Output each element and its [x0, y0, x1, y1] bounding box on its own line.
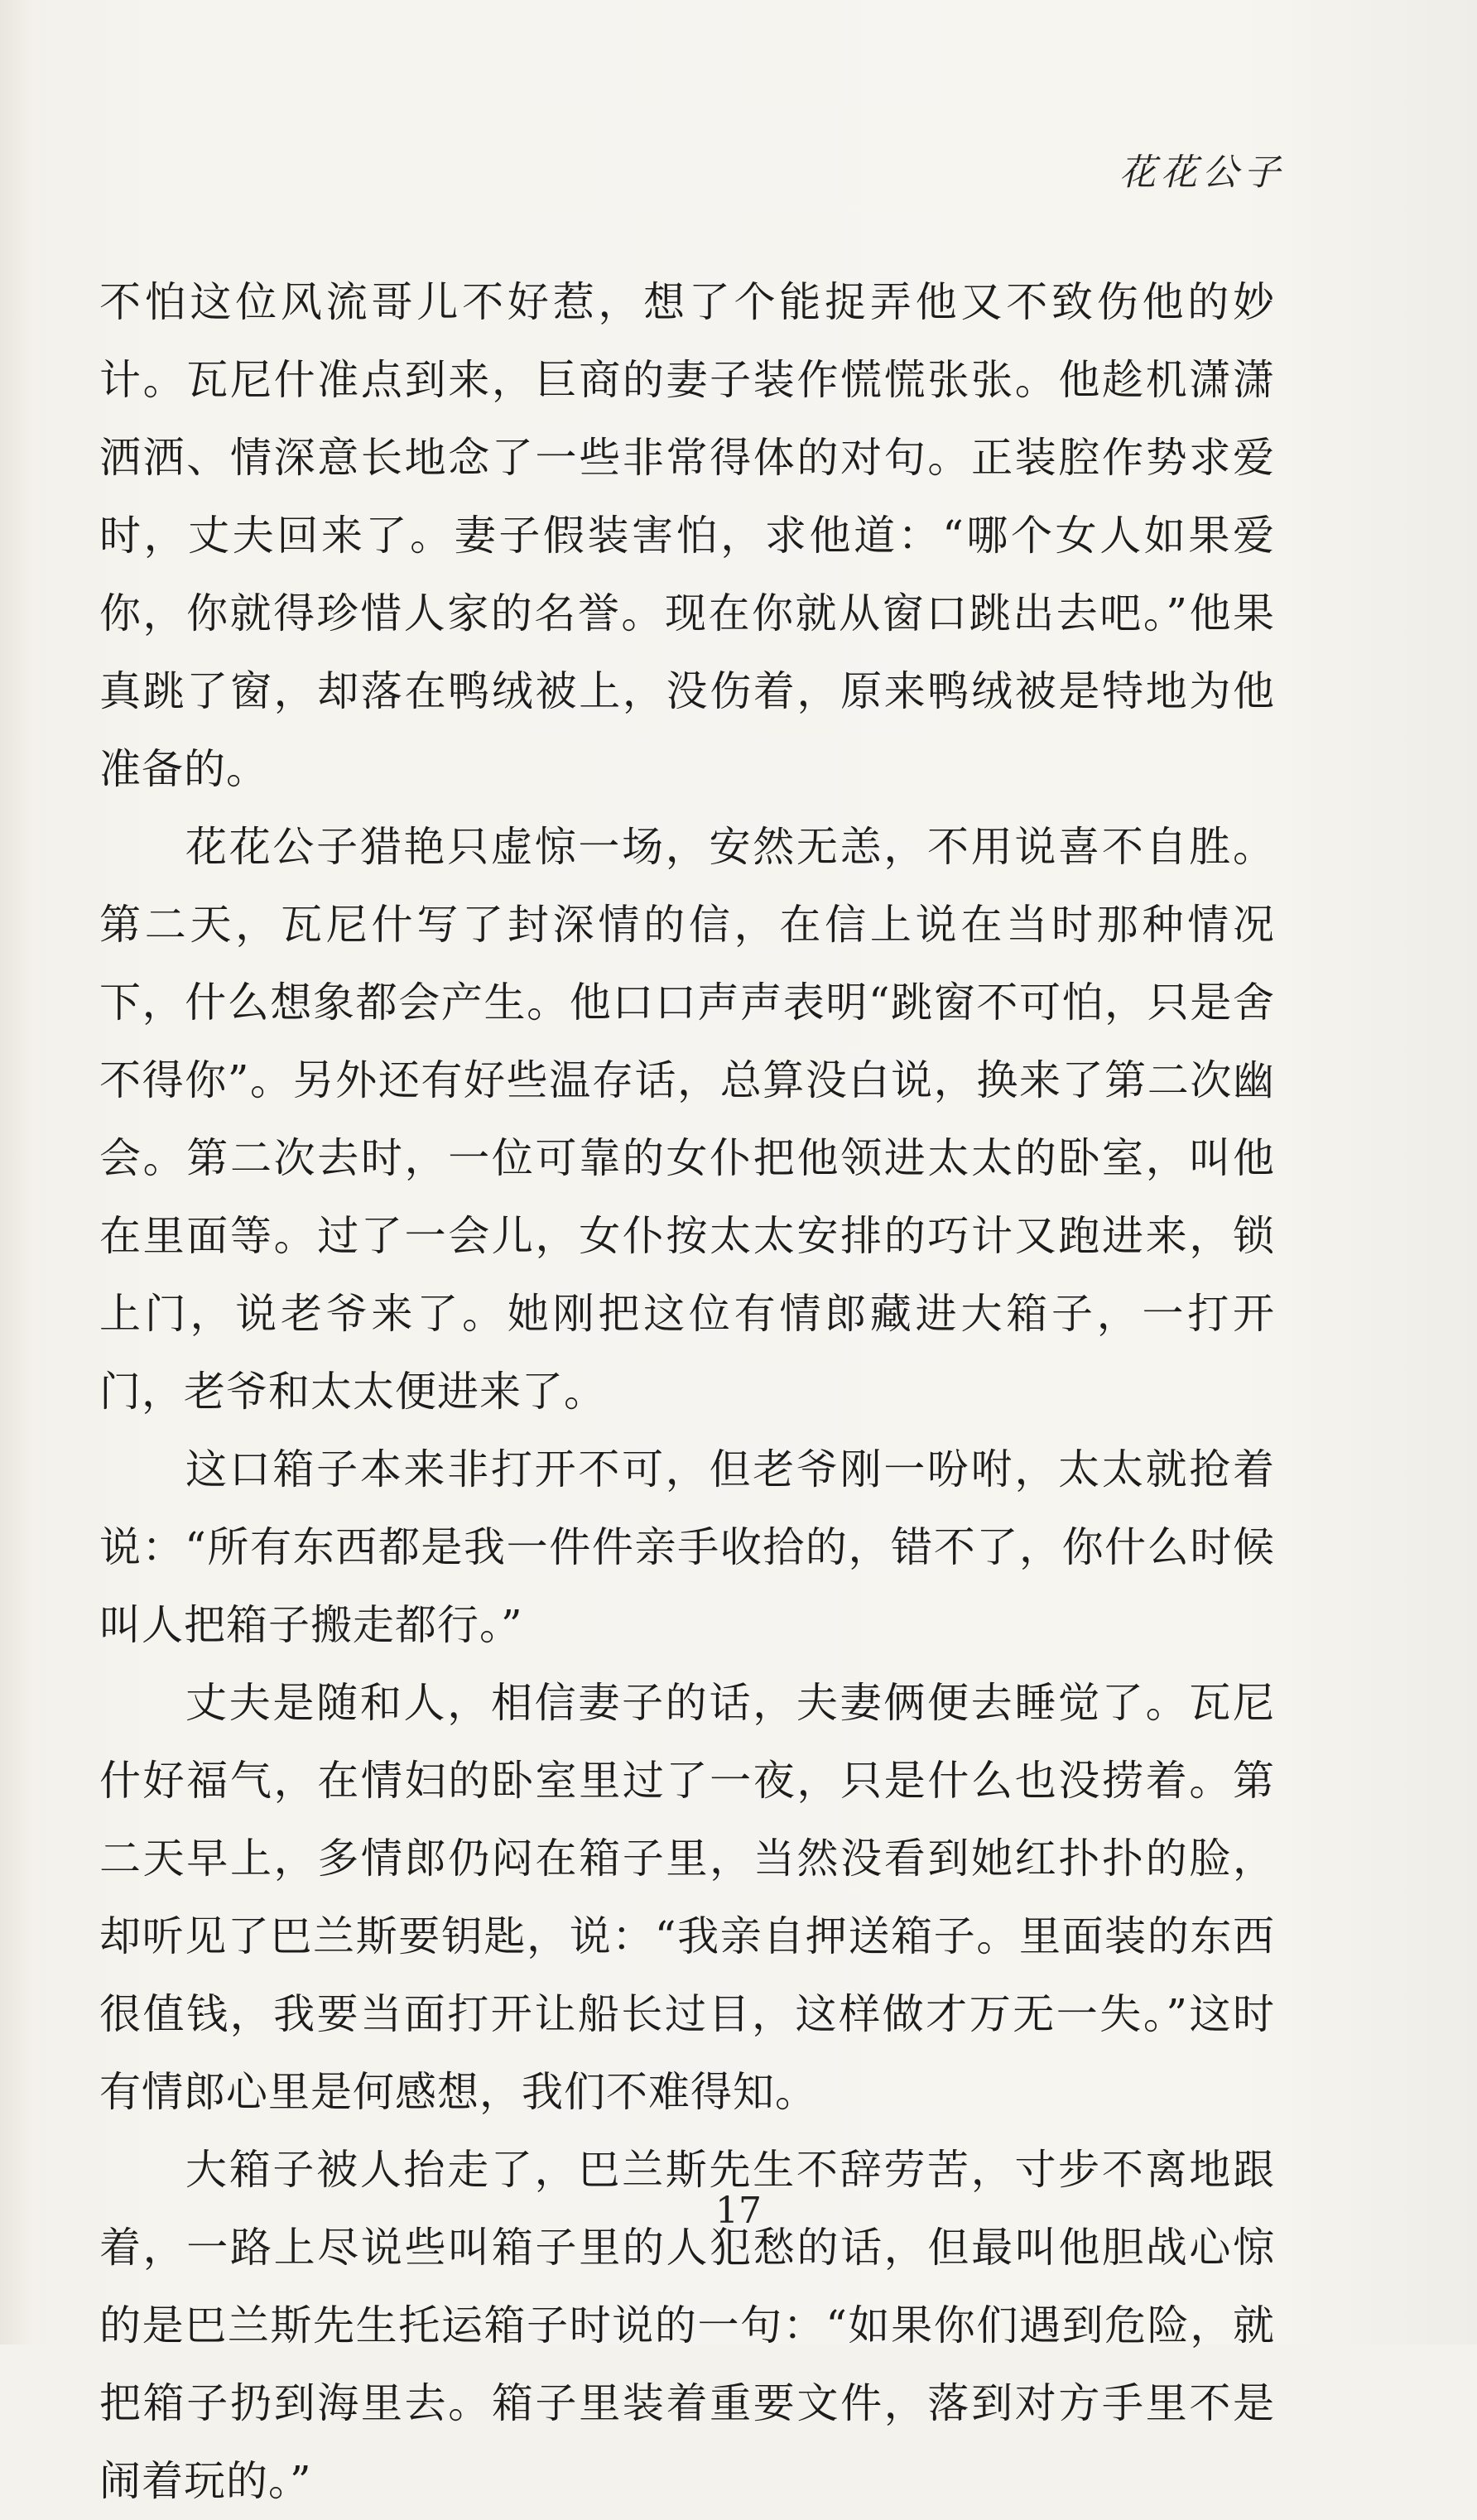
body-text — [99, 263, 1275, 2520]
paragraph: 大箱子被人抬走了，巴兰斯先生不辞劳苦，寸步不离地跟着，一路上尽说些叫箱子里的人犯愁的话，但最叫他胆战心惊的是巴兰斯先生托运箱子时说的一句：“如果你们遇到危险，就把箱子扔到海里去。箱子里装着重要文件，落到对方手里不是闹着玩的。” — [99, 2146, 1275, 2505]
paragraph: 丈夫是随和人，相信妻子的话，夫妻俩便去睡觉了。瓦尼什好福气，在情妇的卧室里过了一夜，只是什么也没捞着。第二天早上，多情郎仍闷在箱子里，当然没看到她红扑扑的脸，却听见了巴兰斯要钥匙，说：“我亲自押送箱子。里面装的东西很值钱，我要当面打开让船长过目，这样做才万无一失。”这时有情郎心里是何感想，我们不难得知。 — [99, 1679, 1275, 2116]
page-number: 17 — [715, 2190, 762, 2232]
paragraph: 花花公子猎艳只虚惊一场，安然无恙，不用说喜不自胜。第二天，瓦尼什写了封深情的信，在信上说在当时那种情况下，什么想象都会产生。他口口声声表明“跳窗不可怕，只是舍不得你”。另外还有好些温存话，总算没白说，换来了第二次幽会。第二次去时，一位可靠的女仆把他领进太太的卧室，叫他在里面等。过了一会儿，女仆按太太安排的巧计又跑进来，锁上门，说老爷来了。她刚把这位有情郎藏进大箱子，一打开门，老爷和太太便进来了。 — [99, 823, 1275, 1416]
running-head-title: 花花公子 — [1119, 151, 1285, 194]
paragraph: 这口箱子本来非打开不可，但老爷刚一吩咐，太太就抢着说：“所有东西都是我一件件亲手收拾的，错不了，你什么时候叫人把箱子搬走都行。” — [99, 1445, 1275, 1649]
paragraph-continued: 不怕这位风流哥儿不好惹，想了个能捉弄他又不致伤他的妙计。瓦尼什准点到来，巨商的妻子装作慌慌张张。他趁机潇潇洒洒、情深意长地念了一些非常得体的对句。正装腔作势求爱时，丈夫回来了。妻子假装害怕，求他道：“哪个女人如果爱你，你就得珍惜人家的名誉。现在你就从窗口跳出去吧。”他果真跳了窗，却落在鸭绒被上，没伤着，原来鸭绒被是特地为他准备的。 — [99, 278, 1275, 793]
